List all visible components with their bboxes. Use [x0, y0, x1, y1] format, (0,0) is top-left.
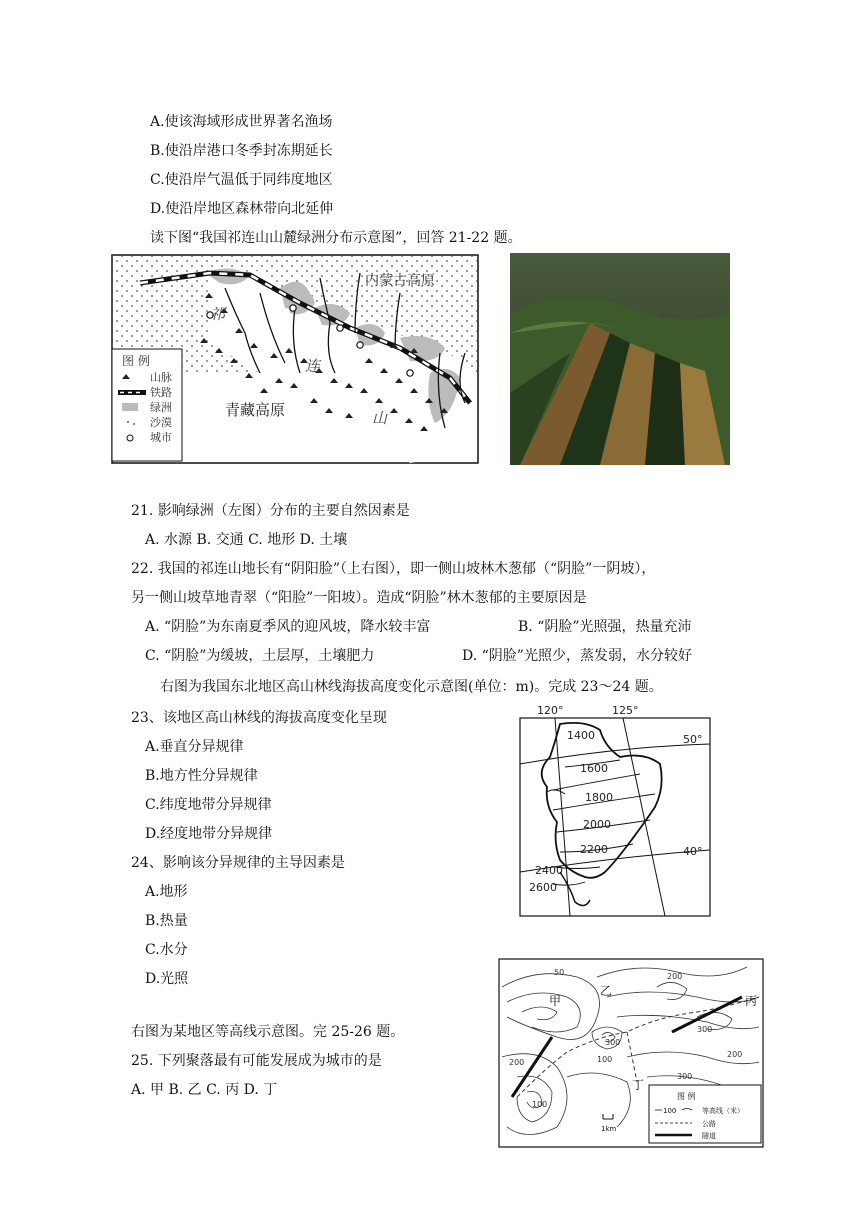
- place-bing: 丙: [745, 994, 758, 1008]
- legend-desert: 沙漠: [150, 416, 172, 429]
- q20-option-b: B.使沿岸港口冬季封冻期延长: [150, 143, 333, 159]
- place-ding: 丁: [632, 1078, 645, 1092]
- lon-label-125: 125°: [612, 704, 639, 717]
- contour-label-7: 300: [677, 1072, 693, 1081]
- qinghai-tibet-label: 青藏高原: [225, 401, 286, 419]
- q23-option-b: B.地方性分异规律: [145, 768, 258, 784]
- legend3-title: 图 例: [677, 1092, 696, 1101]
- q25-options: A. 甲 B. 乙 C. 丙 D. 丁: [131, 1082, 278, 1098]
- q24-option-d: D.光照: [145, 971, 189, 987]
- legend-city: 城市: [150, 431, 172, 444]
- legend3-contour-value: 100: [663, 1107, 677, 1115]
- q24-stem: 24、影响该分异规律的主导因素是: [131, 855, 345, 871]
- q20-option-c: C.使沿岸气温低于同纬度地区: [150, 172, 333, 188]
- oasis-map-legend: [112, 349, 182, 461]
- contour-2400: 2400: [535, 864, 563, 877]
- q22-option-a: A. “阴脸”为东南夏季风的迎风坡，降水较丰富: [145, 619, 431, 635]
- oasis-map: [110, 253, 480, 465]
- lat-label-40: 40°: [683, 845, 703, 858]
- q24-option-a: A.地形: [145, 884, 188, 900]
- q23-option-d: D.经度地带分异规律: [145, 826, 273, 842]
- q22-option-d: D. “阴脸”光照少，蒸发弱，水分较好: [462, 648, 692, 664]
- contour-1600: 1600: [580, 762, 608, 775]
- contour-2000: 2000: [583, 818, 611, 831]
- q21-stem: 21. 影响绿洲（左图）分布的主要自然因素是: [131, 503, 410, 519]
- contour-label-3: 300: [605, 1038, 621, 1047]
- svg-text:1km: 1km: [601, 1125, 617, 1133]
- q20-option-a: A.使该海域形成世界著名渔场: [150, 114, 333, 130]
- legend3-contour: 等高线（米）: [702, 1107, 744, 1115]
- q20-option-d: D.使沿岸地区森林带向北延伸: [150, 201, 334, 217]
- mountain-char-2: 连: [305, 357, 321, 375]
- intro-25-26: 右图为某地区等高线示意图。完 25-26 题。: [131, 1024, 405, 1040]
- mountain-char-1: 祁: [210, 305, 226, 323]
- legend-title: 图 例: [122, 354, 150, 368]
- q22-stem-line2: 另一侧山坡草地青翠（“阳脸”一阳坡）。造成“阴脸”林木葱郁的主要原因是: [131, 590, 587, 606]
- legend3-road: 公路: [702, 1120, 716, 1128]
- mountain-slope-photo: [510, 253, 730, 465]
- q22-option-b: B. “阴脸”光照强，热量充沛: [518, 619, 692, 635]
- q21-options: A. 水源 B. 交通 C. 地形 D. 土壤: [145, 532, 348, 548]
- inner-mongolia-label: 内蒙古高原: [365, 273, 435, 289]
- contour-map-legend: [649, 1085, 761, 1143]
- q23-stem: 23、该地区高山林线的海拔高度变化呈现: [131, 710, 387, 726]
- contour-2200: 2200: [580, 843, 608, 856]
- contour-label-8: 200: [509, 1058, 525, 1067]
- treeline-map: [515, 702, 715, 918]
- legend3-tunnel: 隧道: [702, 1132, 716, 1140]
- place-jia: 甲: [549, 994, 562, 1008]
- contour-1800: 1800: [585, 791, 613, 804]
- legend-railway: 铁路: [150, 386, 172, 399]
- q25-stem: 25. 下列聚落最有可能发展成为城市的是: [131, 1053, 382, 1069]
- legend-oasis: 绿洲: [150, 401, 172, 414]
- intro-23-24: 右图为我国东北地区高山林线海拔高度变化示意图(单位：m)。完成 23～24 题。: [160, 679, 663, 695]
- q22-stem-line1: 22. 我国的祁连山地长有“阴阳脸”（上右图），即一侧山坡林木葱郁（“阴脸”一阴坡），: [131, 561, 656, 577]
- intro-21-22: 读下图“我国祁连山山麓绿洲分布示意图”，回答 21-22 题。: [150, 230, 522, 246]
- q24-option-c: C.水分: [145, 942, 188, 958]
- q23-option-c: C.纬度地带分异规律: [145, 797, 272, 813]
- lat-label-50: 50°: [683, 733, 703, 746]
- contour-label-6: 200: [727, 1050, 743, 1059]
- contour-map: [497, 957, 765, 1149]
- contour-label-9: 100: [532, 1100, 548, 1109]
- contour-label-1: 50: [554, 968, 565, 977]
- q23-option-a: A.垂直分异规律: [145, 739, 244, 755]
- contour-label-2: 200: [667, 972, 683, 981]
- q22-option-c: C. “阴脸”为缓坡，土层厚，土壤肥力: [145, 648, 375, 664]
- q24-option-b: B.热量: [145, 913, 188, 929]
- contour-label-4: 100: [597, 1055, 613, 1064]
- legend-mountain: 山脉: [150, 371, 172, 384]
- contour-label-5: 300: [697, 1025, 713, 1034]
- lon-label-120: 120°: [537, 704, 564, 717]
- mountain-char-3: 山: [372, 409, 388, 427]
- place-yi: 乙: [600, 984, 613, 998]
- contour-2600: 2600: [529, 881, 557, 894]
- contour-1400: 1400: [567, 729, 595, 742]
